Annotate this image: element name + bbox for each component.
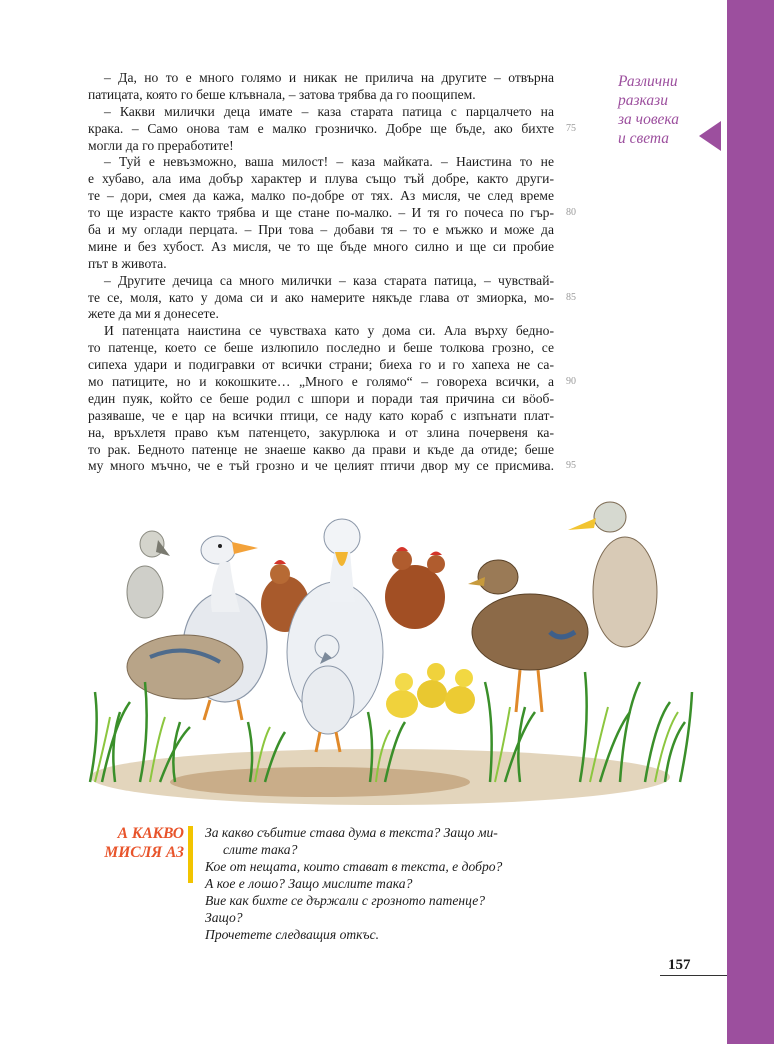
question-line: Прочетете следващия откъс.	[205, 927, 380, 942]
text-line: на, връхлетя право към патенцето, закурлюка и от злина почервеня ка-	[88, 424, 554, 440]
section-title-line: разкази	[618, 92, 668, 109]
text-line: – Да, но то е много голямо и никак не прилича на другите – отвърна	[104, 70, 554, 85]
text-line: сипеха удари и подигравки от всички страни; биеха го и го хапеха не са-	[88, 357, 554, 373]
text-line: те – дори, смея да кажа, малко по-добре от тях. Аз мисля, че след време	[88, 188, 554, 204]
question-line: слите така?	[223, 842, 298, 857]
question-line: А кое е лошо? Защо мислите така?	[205, 876, 413, 891]
line-number: 75	[566, 123, 576, 134]
page-number: 157	[668, 957, 691, 973]
text-line: – Другите дечица са много милички – каза старата патица, – чувствай-	[104, 272, 554, 288]
text-line: един пуяк, който се беше родил с шпори и поради тая причина си вöоб-	[88, 390, 554, 406]
text-line: крака. – Само онова там е малко грозничко. Добре ще бъде, ако бихте	[88, 120, 554, 136]
ducklings	[386, 663, 475, 718]
text-line: му много мъчно, че е тъй грозно и че целият птичи двор му се присмива.	[88, 458, 554, 474]
think-box-title	[70, 824, 184, 862]
text-line: път в живота.	[88, 255, 167, 271]
question-line: Кое от нещата, които стават в текста, е добро?	[205, 859, 503, 874]
think-title-line: А КАКВО	[117, 825, 184, 842]
think-title-line: МИСЛЯ АЗ	[104, 844, 184, 861]
text-line: жете да ми я донесете.	[88, 306, 219, 322]
text-line: разяваше, че е цар на всички птици, се наду като кораб с изпънати плат-	[88, 407, 554, 423]
text-line: – Какви милички деца имате – каза старата патица с парцалчето на	[104, 103, 554, 119]
line-number: 95	[566, 460, 576, 471]
text-line: ба и му оглади перцата. – При това – добави тя – то е мъжко и може да	[88, 222, 554, 238]
text-line: то ще израсте както трябва и ще стане по-малко. – И тя го почеса по гър-	[88, 205, 554, 221]
section-title-line: Различни	[618, 73, 678, 90]
think-box-bar	[188, 826, 193, 883]
chapter-sidebar	[727, 0, 774, 1044]
text-line: то патенце, което се беше излюпило последно и беше толкова грозно, се	[88, 340, 554, 356]
think-box-questions	[205, 824, 555, 943]
text-line: могли да го преработите!	[88, 137, 234, 153]
question-line: Защо?	[205, 910, 243, 925]
story-text	[88, 70, 554, 475]
text-line: те се, моля, като у дома си и ако намерите някъде глава от змиорка, мо-	[88, 289, 554, 305]
section-arrow-icon	[699, 121, 721, 151]
text-line: И патенцата наистина се чувстваха като у дома си. Ала върху бедно-	[104, 323, 554, 339]
question-line: Вие как бихте се държали с грозното патенце?	[205, 893, 486, 908]
line-number: 80	[566, 207, 576, 218]
line-number: 85	[566, 292, 576, 303]
section-title-line: за човека	[618, 111, 680, 128]
text-line: то рак. Бедното патенце не знаеше какво да прави и къде да отиде; беше	[88, 441, 554, 457]
page-number-rule	[660, 975, 727, 976]
text-line: мине и без хубост. Аз мисля, че то ще бъде много силно и ще си пробие	[88, 238, 554, 254]
text-line: – Туй е невъзможно, ваша милост! – каза майката. – Наистина то не	[104, 154, 554, 170]
poultry-yard-illustration	[80, 482, 695, 807]
text-line: е хубаво, ала има добър характер и плува също тъй добре, както други-	[88, 171, 554, 187]
line-number: 90	[566, 376, 576, 387]
text-line: мо патиците, но и кокошките… „Много е голямо“ – говореха всички, а	[88, 374, 554, 390]
question-line: За какво събитие става дума в текста? Защо ми-	[205, 825, 498, 840]
section-title-line: и света	[618, 130, 670, 147]
text-line: патицата, която го беше клъвнала, – затова трябва да го поощипем.	[88, 86, 476, 102]
